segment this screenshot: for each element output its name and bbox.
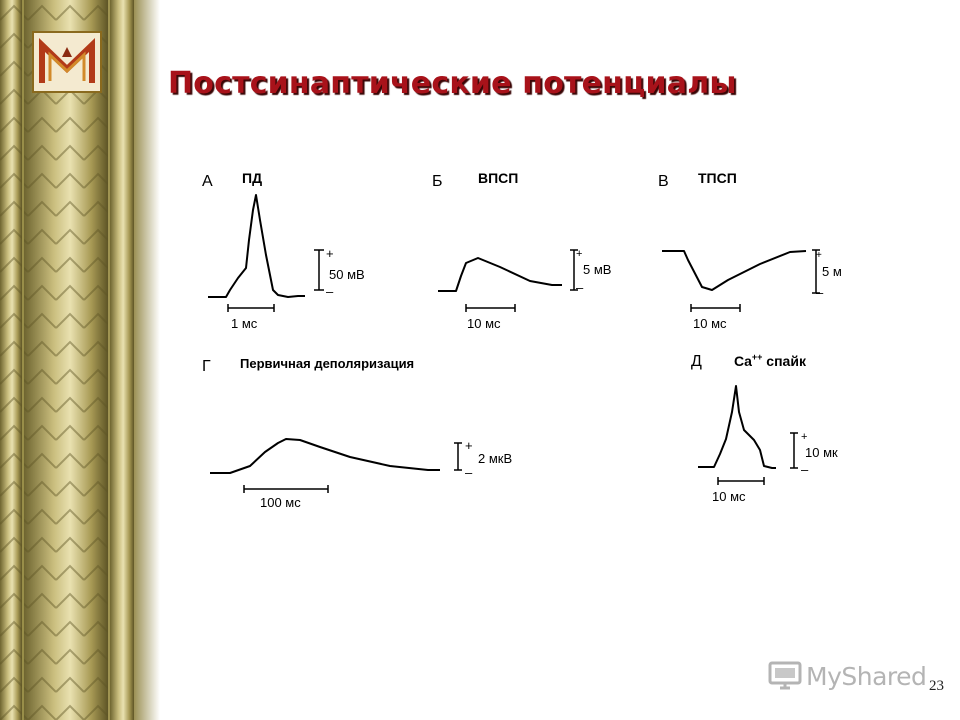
potentials-figure bbox=[160, 150, 960, 530]
panel-b-trace bbox=[438, 258, 562, 291]
panel-b-time-label: 10 мс bbox=[467, 316, 501, 331]
panel-e-letter: Д bbox=[691, 353, 702, 370]
panel-c-trace bbox=[662, 251, 806, 290]
panel-d-trace bbox=[210, 439, 440, 473]
panel-d-scale-bar bbox=[454, 443, 462, 470]
panel-c-letter: В bbox=[658, 173, 669, 190]
panel-c-minus: – bbox=[816, 285, 824, 300]
panel-a-minus: – bbox=[326, 284, 334, 299]
panel-e-label-sup: ++ bbox=[751, 352, 763, 362]
panel-e-minus: – bbox=[801, 462, 809, 477]
panel-a-label: ПД bbox=[242, 170, 263, 186]
panel-e-scale-label: 10 мк bbox=[805, 445, 838, 460]
panel-d-letter: Г bbox=[202, 358, 211, 375]
watermark bbox=[768, 656, 928, 696]
panel-c-time-bar bbox=[691, 304, 740, 312]
watermark-label: MyShared bbox=[806, 661, 927, 691]
panel-b-plus: + bbox=[576, 248, 583, 260]
decorative-sidebar bbox=[0, 0, 160, 720]
panel-d-label: Первичная деполяризация bbox=[240, 356, 415, 371]
panel-e-label: Ca bbox=[734, 353, 752, 369]
panel-a-letter: А bbox=[202, 173, 213, 190]
panel-d-plus: + bbox=[465, 438, 473, 453]
panel-d-scale-label: 2 мкВ bbox=[478, 451, 513, 466]
panel-b-label: ВПСП bbox=[478, 170, 519, 186]
panel-e-plus: + bbox=[801, 431, 808, 443]
panel-b-time-bar bbox=[466, 304, 515, 312]
panel-e-time-label: 10 мс bbox=[712, 489, 746, 504]
panel-e-label-suffix: спайк bbox=[762, 353, 806, 369]
panel-d-time-label: 100 мс bbox=[260, 495, 301, 510]
panel-e-scale-bar bbox=[790, 433, 798, 468]
panel-a-trace bbox=[208, 195, 305, 297]
panel-c-label: ТПСП bbox=[698, 170, 737, 186]
panel-a-time-bar bbox=[228, 304, 274, 312]
logo-icon bbox=[32, 31, 102, 93]
panel-b-minus: – bbox=[576, 280, 584, 295]
panel-b-letter: Б bbox=[432, 173, 443, 190]
monitor-icon bbox=[768, 661, 802, 691]
panel-e-time-bar bbox=[718, 477, 764, 485]
panel-e-trace bbox=[698, 386, 776, 468]
svg-text:Ca++ спайк bbox=[734, 352, 807, 369]
panel-d-time-bar bbox=[244, 485, 328, 493]
panel-d-minus: – bbox=[465, 465, 473, 480]
panel-a-time-label: 1 мс bbox=[231, 316, 258, 331]
panel-a-scale-label: 50 мВ bbox=[329, 267, 365, 282]
panel-c-time-label: 10 мс bbox=[693, 316, 727, 331]
panel-a-plus: + bbox=[326, 246, 334, 261]
panel-c-scale-label: 5 м bbox=[822, 264, 842, 279]
page-number: 23 bbox=[929, 678, 944, 694]
panel-c-plus: + bbox=[816, 250, 822, 261]
panel-a-scale-bar bbox=[314, 250, 324, 290]
panel-b-scale-label: 5 мВ bbox=[583, 262, 612, 277]
slide-title: Постсинаптические потенциалы bbox=[168, 66, 737, 101]
